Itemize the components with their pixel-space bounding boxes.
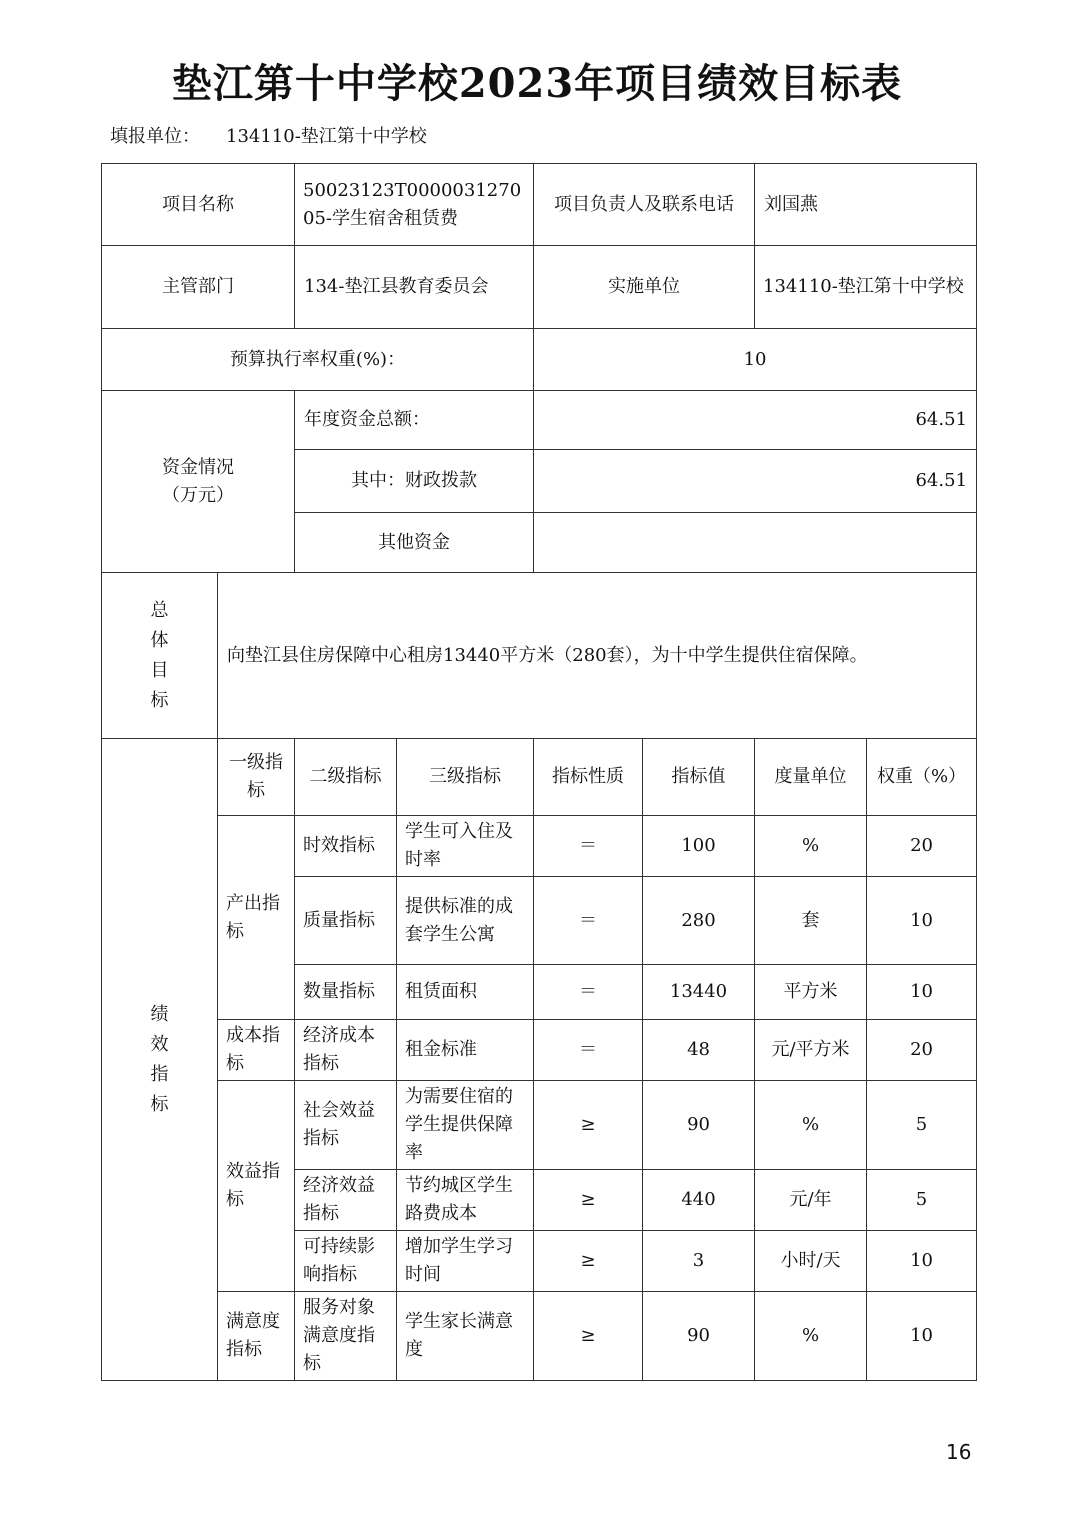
- level2-cell: 质量指标: [295, 877, 397, 965]
- value-cell: 280: [643, 877, 755, 965]
- project-name-label: 项目名称: [102, 164, 295, 246]
- nature-cell: ＝: [534, 965, 643, 1020]
- level3-cell: 提供标准的成套学生公寓: [397, 877, 534, 965]
- funds-other-label: 其他资金: [295, 513, 534, 573]
- value-cell: 48: [643, 1020, 755, 1081]
- unit-cell: 元/平方米: [755, 1020, 867, 1081]
- header-unit: 度量单位: [755, 739, 867, 816]
- unit-cell: %: [755, 1292, 867, 1381]
- reporting-unit-label: 填报单位：: [110, 126, 200, 147]
- funds-total-value: 64.51: [534, 391, 977, 450]
- unit-cell: 套: [755, 877, 867, 965]
- level2-cell: 经济成本指标: [295, 1020, 397, 1081]
- value-cell: 100: [643, 816, 755, 877]
- table-row: [102, 1020, 977, 1081]
- level2-cell: 经济效益指标: [295, 1170, 397, 1231]
- level2-cell: 服务对象满意度指标: [295, 1292, 397, 1381]
- level3-cell: 为需要住宿的学生提供保障率: [397, 1081, 534, 1170]
- value-cell: 3: [643, 1231, 755, 1292]
- level1-benefit: 效益指标: [218, 1081, 295, 1292]
- nature-cell: ＝: [534, 1020, 643, 1081]
- level3-cell: 增加学生学习时间: [397, 1231, 534, 1292]
- header-level2: 二级指标: [295, 739, 397, 816]
- nature-cell: ≥: [534, 1292, 643, 1381]
- nature-cell: ≥: [534, 1231, 643, 1292]
- header-weight: 权重（%）: [867, 739, 977, 816]
- level2-cell: 社会效益指标: [295, 1081, 397, 1170]
- weight-cell: 10: [867, 1231, 977, 1292]
- reporting-unit-value: 134110-垫江第十中学校: [226, 126, 427, 147]
- level1-cost: 成本指标: [218, 1020, 295, 1081]
- department-label: 主管部门: [102, 246, 295, 329]
- unit-cell: 小时/天: [755, 1231, 867, 1292]
- value-cell: 13440: [643, 965, 755, 1020]
- unit-cell: 元/年: [755, 1170, 867, 1231]
- value-cell: 440: [643, 1170, 755, 1231]
- page-number: 16: [946, 1440, 972, 1464]
- funds-fiscal-value: 64.51: [534, 450, 977, 513]
- unit-cell: 平方米: [755, 965, 867, 1020]
- weight-cell: 10: [867, 1292, 977, 1381]
- weight-cell: 5: [867, 1081, 977, 1170]
- page-title: 垫江第十中学校2023年项目绩效目标表: [171, 60, 903, 107]
- project-leader-value: 刘国燕: [755, 164, 977, 246]
- level2-cell: 可持续影响指标: [295, 1231, 397, 1292]
- level3-cell: 节约城区学生路费成本: [397, 1170, 534, 1231]
- nature-cell: ≥: [534, 1081, 643, 1170]
- reporting-unit: [110, 122, 427, 148]
- level2-cell: 数量指标: [295, 965, 397, 1020]
- nature-cell: ＝: [534, 877, 643, 965]
- level1-satisfaction: 满意度指标: [218, 1292, 295, 1381]
- department-value: 134-垫江县教育委员会: [295, 246, 534, 329]
- header-value: 指标值: [643, 739, 755, 816]
- implementing-unit-label: 实施单位: [534, 246, 755, 329]
- weight-cell: 5: [867, 1170, 977, 1231]
- budget-rate-value: 10: [534, 329, 977, 391]
- implementing-unit-value: 134110-垫江第十中学校: [755, 246, 977, 329]
- unit-cell: %: [755, 1081, 867, 1170]
- weight-cell: 10: [867, 965, 977, 1020]
- weight-cell: 20: [867, 1020, 977, 1081]
- funds-other-value: [534, 513, 977, 573]
- level3-cell: 学生家长满意度: [397, 1292, 534, 1381]
- level3-cell: 租赁面积: [397, 965, 534, 1020]
- table-row: [102, 816, 977, 877]
- weight-cell: 10: [867, 877, 977, 965]
- project-name-value: 50023123T000003127005-学生宿舍租赁费: [295, 164, 534, 246]
- value-cell: 90: [643, 1081, 755, 1170]
- level2-cell: 时效指标: [295, 816, 397, 877]
- table-row: [102, 1292, 977, 1381]
- level1-output: 产出指标: [218, 816, 295, 1020]
- nature-cell: ≥: [534, 1170, 643, 1231]
- funds-label: 资金情况（万元）: [102, 391, 295, 573]
- performance-indicators-label: 绩效指标: [102, 739, 218, 1381]
- funds-fiscal-label: 其中：财政拨款: [295, 450, 534, 513]
- level3-cell: 租金标准: [397, 1020, 534, 1081]
- header-nature: 指标性质: [534, 739, 643, 816]
- unit-cell: %: [755, 816, 867, 877]
- table-row: [102, 1081, 977, 1170]
- budget-rate-label: 预算执行率权重(%)：: [102, 329, 534, 391]
- value-cell: 90: [643, 1292, 755, 1381]
- weight-cell: 20: [867, 816, 977, 877]
- project-leader-label: 项目负责人及联系电话: [534, 164, 755, 246]
- header-level3: 三级指标: [397, 739, 534, 816]
- performance-target-table: [101, 163, 977, 1381]
- header-level1: 一级指标: [218, 739, 295, 816]
- funds-total-label: 年度资金总额：: [295, 391, 534, 450]
- overall-goal-text: 向垫江县住房保障中心租房13440平方米（280套），为十中学生提供住宿保障。: [218, 573, 977, 739]
- nature-cell: ＝: [534, 816, 643, 877]
- overall-goal-label: 总体目标: [102, 573, 218, 739]
- level3-cell: 学生可入住及时率: [397, 816, 534, 877]
